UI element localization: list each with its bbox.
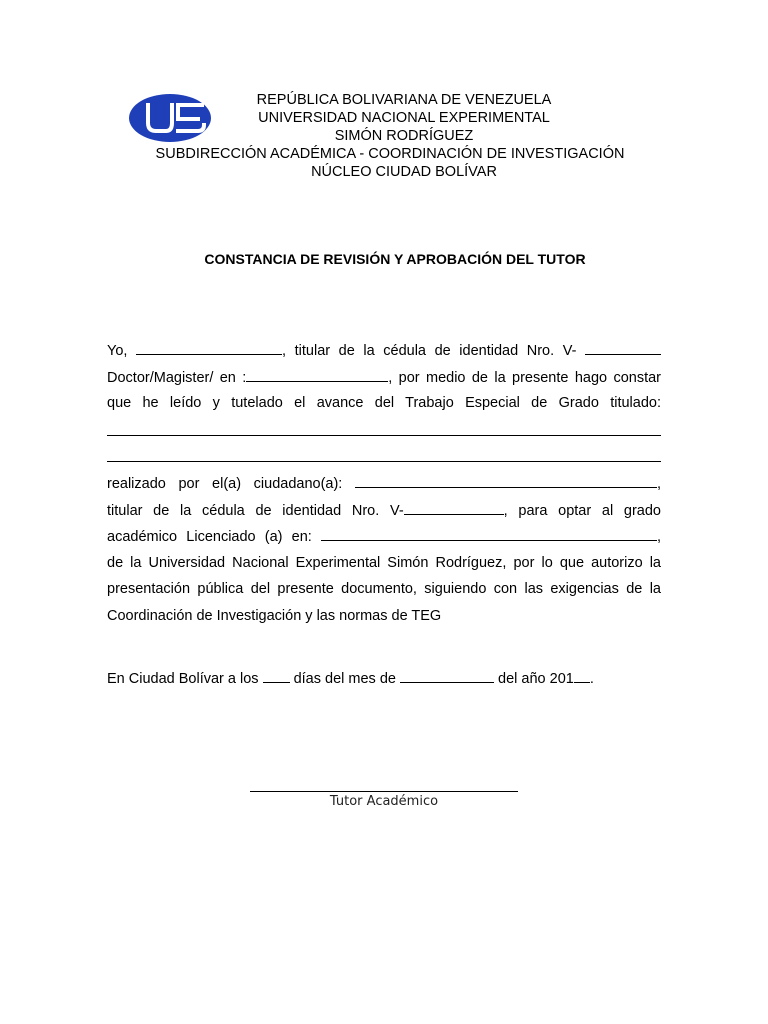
body-row-1 — [107, 340, 661, 367]
document-title: CONSTANCIA DE REVISIÓN Y APROBACIÓN DEL TUTOR — [204, 251, 586, 267]
text-optar: , para optar al grado — [503, 502, 661, 519]
text-ciudad: En Ciudad Bolívar a los — [107, 671, 259, 687]
text-yo: Yo, — [107, 343, 128, 359]
header-line-name: SIMÓN RODRÍGUEZ — [334, 128, 474, 144]
text-doctor: Doctor/Magister/ en : — [107, 369, 247, 386]
student-name-field[interactable] — [355, 473, 657, 488]
student-cedula-field[interactable] — [404, 500, 504, 515]
month-field[interactable] — [400, 668, 494, 683]
closing-line — [107, 668, 594, 687]
header-line-subdirection: SUBDIRECCIÓN ACADÉMICA - COORDINACIÓN DE INVESTIGACIÓN — [155, 146, 625, 162]
text-realizado: realizado por el(a) ciudadano(a): — [107, 475, 343, 492]
title-field-line-1[interactable] — [107, 420, 661, 447]
text-cedula: , titular de la cédula de identidad Nro. V- — [282, 343, 577, 359]
text-titular: titular de la cédula de identidad Nro. V- — [107, 502, 404, 519]
day-field[interactable] — [263, 668, 290, 683]
cedula-field[interactable] — [585, 340, 661, 355]
header-line-republic: REPÚBLICA BOLIVARIANA DE VENEZUELA — [256, 92, 552, 108]
signature-line[interactable] — [250, 791, 518, 792]
text-presentacion: presentación pública del presente documento, siguiendo con las exigencias de la — [107, 581, 661, 598]
document-body — [107, 340, 661, 633]
text-comma-1: , — [656, 475, 661, 492]
text-dias: días del mes de — [293, 671, 396, 687]
text-titulado: que he leído y tutelado el avance del Trabajo Especial de Grado titulado: — [107, 395, 661, 412]
header-line-nucleus: NÚCLEO CIUDAD BOLÍVAR — [311, 164, 497, 180]
title-field-line-2[interactable] — [107, 446, 661, 473]
document-header — [120, 91, 660, 181]
body-row-2 — [107, 367, 661, 394]
body-row-10 — [107, 579, 661, 606]
body-row-9 — [107, 553, 661, 580]
signature-label: Tutor Académico — [329, 794, 439, 809]
text-period: . — [589, 671, 594, 687]
year-field[interactable] — [574, 668, 590, 683]
text-universidad: de la Universidad Nacional Experimental Simón Rodríguez, por lo que autorizo la — [107, 554, 661, 571]
text-anio: del año 201 — [498, 671, 574, 687]
header-line-university: UNIVERSIDAD NACIONAL EXPERIMENTAL — [258, 110, 550, 126]
degree-field[interactable] — [246, 367, 388, 382]
career-field[interactable] — [321, 526, 657, 541]
name-field[interactable] — [136, 340, 282, 355]
text-coordinacion: Coordinación de Investigación y las normas de TEG — [107, 607, 442, 624]
body-row-6 — [107, 473, 661, 500]
body-row-8 — [107, 526, 661, 553]
body-row-7 — [107, 500, 661, 527]
text-comma-2: , — [656, 529, 662, 546]
body-row-3 — [107, 393, 661, 420]
text-licenciado: académico Licenciado (a) en: — [107, 529, 312, 546]
text-constar: , por medio de la presente hago constar — [388, 369, 661, 386]
body-row-11 — [107, 606, 661, 633]
